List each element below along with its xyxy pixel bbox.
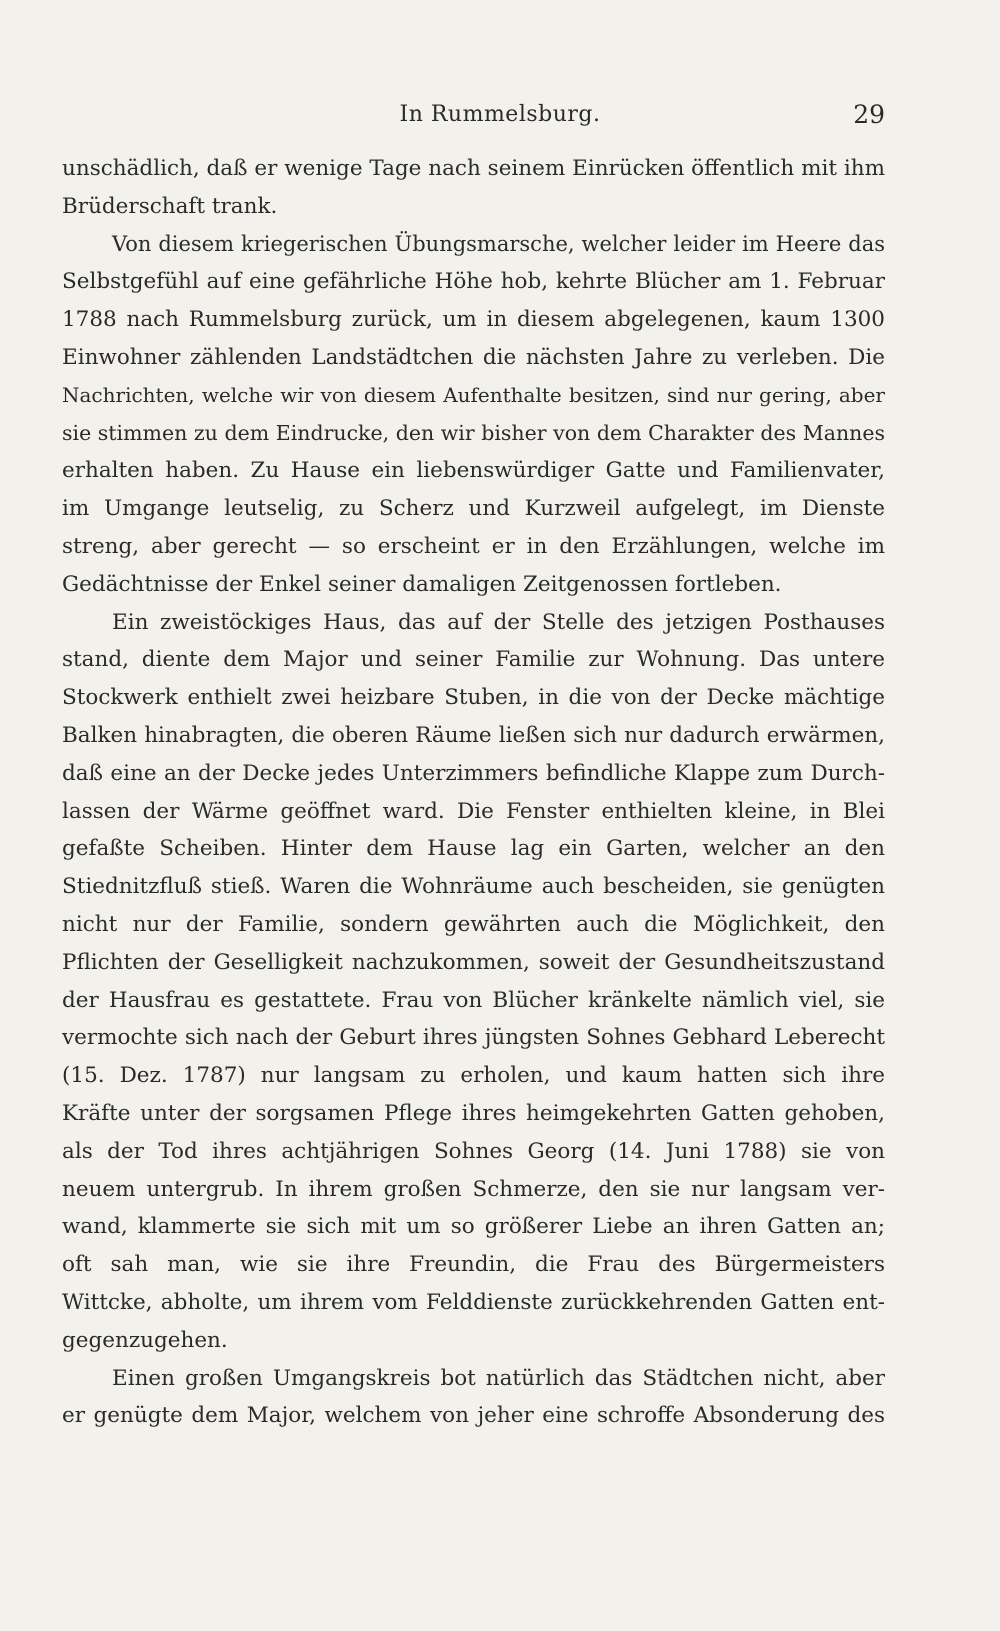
text-line: daß eine an der Decke jedes Unterzimmers befindliche Klappe zum Durch-	[62, 760, 885, 786]
running-head	[0, 96, 1000, 140]
text-line: als der Tod ihres achtjährigen Sohnes Georg (14. Juni 1788) sie von	[62, 1138, 885, 1164]
text-line: er genügte dem Major, welchem von jeher eine schroffe Absonderung des	[62, 1403, 885, 1429]
text-line: Ein zweistöckiges Haus, das auf der Stelle des jetzigen Posthauses	[112, 609, 885, 635]
text-line: Selbstgefühl auf eine gefährliche Höhe hob, kehrte Blücher am 1. Februar	[62, 269, 885, 295]
text-line: Balken hinabragten, die oberen Räume ließen sich nur dadurch erwärmen,	[62, 722, 885, 748]
text-line: Stockwerk enthielt zwei heizbare Stuben, in die von der Decke mächtige	[62, 685, 885, 711]
text-line: erhalten haben. Zu Hause ein liebenswürdiger Gatte und Familienvater,	[62, 458, 885, 484]
text-line: Nachrichten, welche wir von diesem Aufenthalte besitzen, sind nur gering, aber	[62, 382, 885, 407]
text-line: sie stimmen zu dem Eindrucke, den wir bisher von dem Charakter des Mannes	[62, 420, 885, 445]
text-line: gegenzugehen.	[62, 1327, 228, 1353]
text-line: oft sah man, wie sie ihre Freundin, die Frau des Bürgermeisters	[62, 1252, 885, 1278]
text-line: Pflichten der Geselligkeit nachzukommen, soweit der Gesundheitszustand	[62, 949, 885, 975]
text-line: Einen großen Umgangskreis bot natürlich das Städtchen nicht, aber	[112, 1365, 885, 1391]
text-line: Gedächtnisse der Enkel seiner damaligen Zeitgenossen fortleben.	[62, 571, 782, 597]
page-number: 29	[853, 100, 885, 129]
text-line: im Umgange leutselig, zu Scherz und Kurzweil aufgelegt, im Dienste	[62, 496, 885, 522]
text-line: (15. Dez. 1787) nur langsam zu erholen, und kaum hatten sich ihre	[62, 1063, 885, 1089]
text-line: 1788 nach Rummelsburg zurück, um in diesem abgelegenen, kaum 1300	[62, 307, 885, 333]
text-line: nicht nur der Familie, sondern gewährten auch die Möglichkeit, den	[62, 911, 885, 937]
text-line: Wittcke, abholte, um ihrem vom Felddienste zurückkehrenden Gatten ent-	[62, 1289, 885, 1315]
text-line: Von diesem kriegerischen Übungsmarsche, welcher leider im Heere das	[112, 231, 885, 256]
text-line: vermochte sich nach der Geburt ihres jüngsten Sohnes Gebhard Leberecht	[62, 1025, 885, 1051]
text-line: der Hausfrau es gestattete. Frau von Blücher kränkelte nämlich viel, sie	[62, 987, 885, 1013]
text-line: gefaßte Scheiben. Hinter dem Hause lag ein Garten, welcher an den	[62, 836, 885, 862]
text-line: Brüderschaft trank.	[62, 193, 278, 219]
text-line: streng, aber gerecht — so erscheint er in den Erzählungen, welche im	[62, 533, 885, 559]
body-text	[62, 150, 885, 1435]
running-title: In Rummelsburg.	[399, 102, 601, 127]
text-line: unschädlich, daß er wenige Tage nach seinem Einrücken öffentlich mit ihm	[62, 156, 885, 181]
text-line: stand, diente dem Major und seiner Familie zur Wohnung. Das untere	[62, 647, 885, 673]
text-line: Kräfte unter der sorgsamen Pflege ihres heimgekehrten Gatten gehoben,	[62, 1100, 885, 1126]
text-line: wand, klammerte sie sich mit um so größerer Liebe an ihren Gatten an;	[62, 1214, 885, 1240]
text-line: neuem untergrub. In ihrem großen Schmerze, den sie nur langsam ver-	[62, 1176, 885, 1202]
text-line: Stiednitzfluß stieß. Waren die Wohnräume auch bescheiden, sie genügten	[62, 874, 885, 900]
text-line: lassen der Wärme geöffnet ward. Die Fenster enthielten kleine, in Blei	[62, 798, 885, 824]
text-line: Einwohner zählenden Landstädtchen die nächsten Jahre zu verleben. Die	[62, 344, 885, 370]
